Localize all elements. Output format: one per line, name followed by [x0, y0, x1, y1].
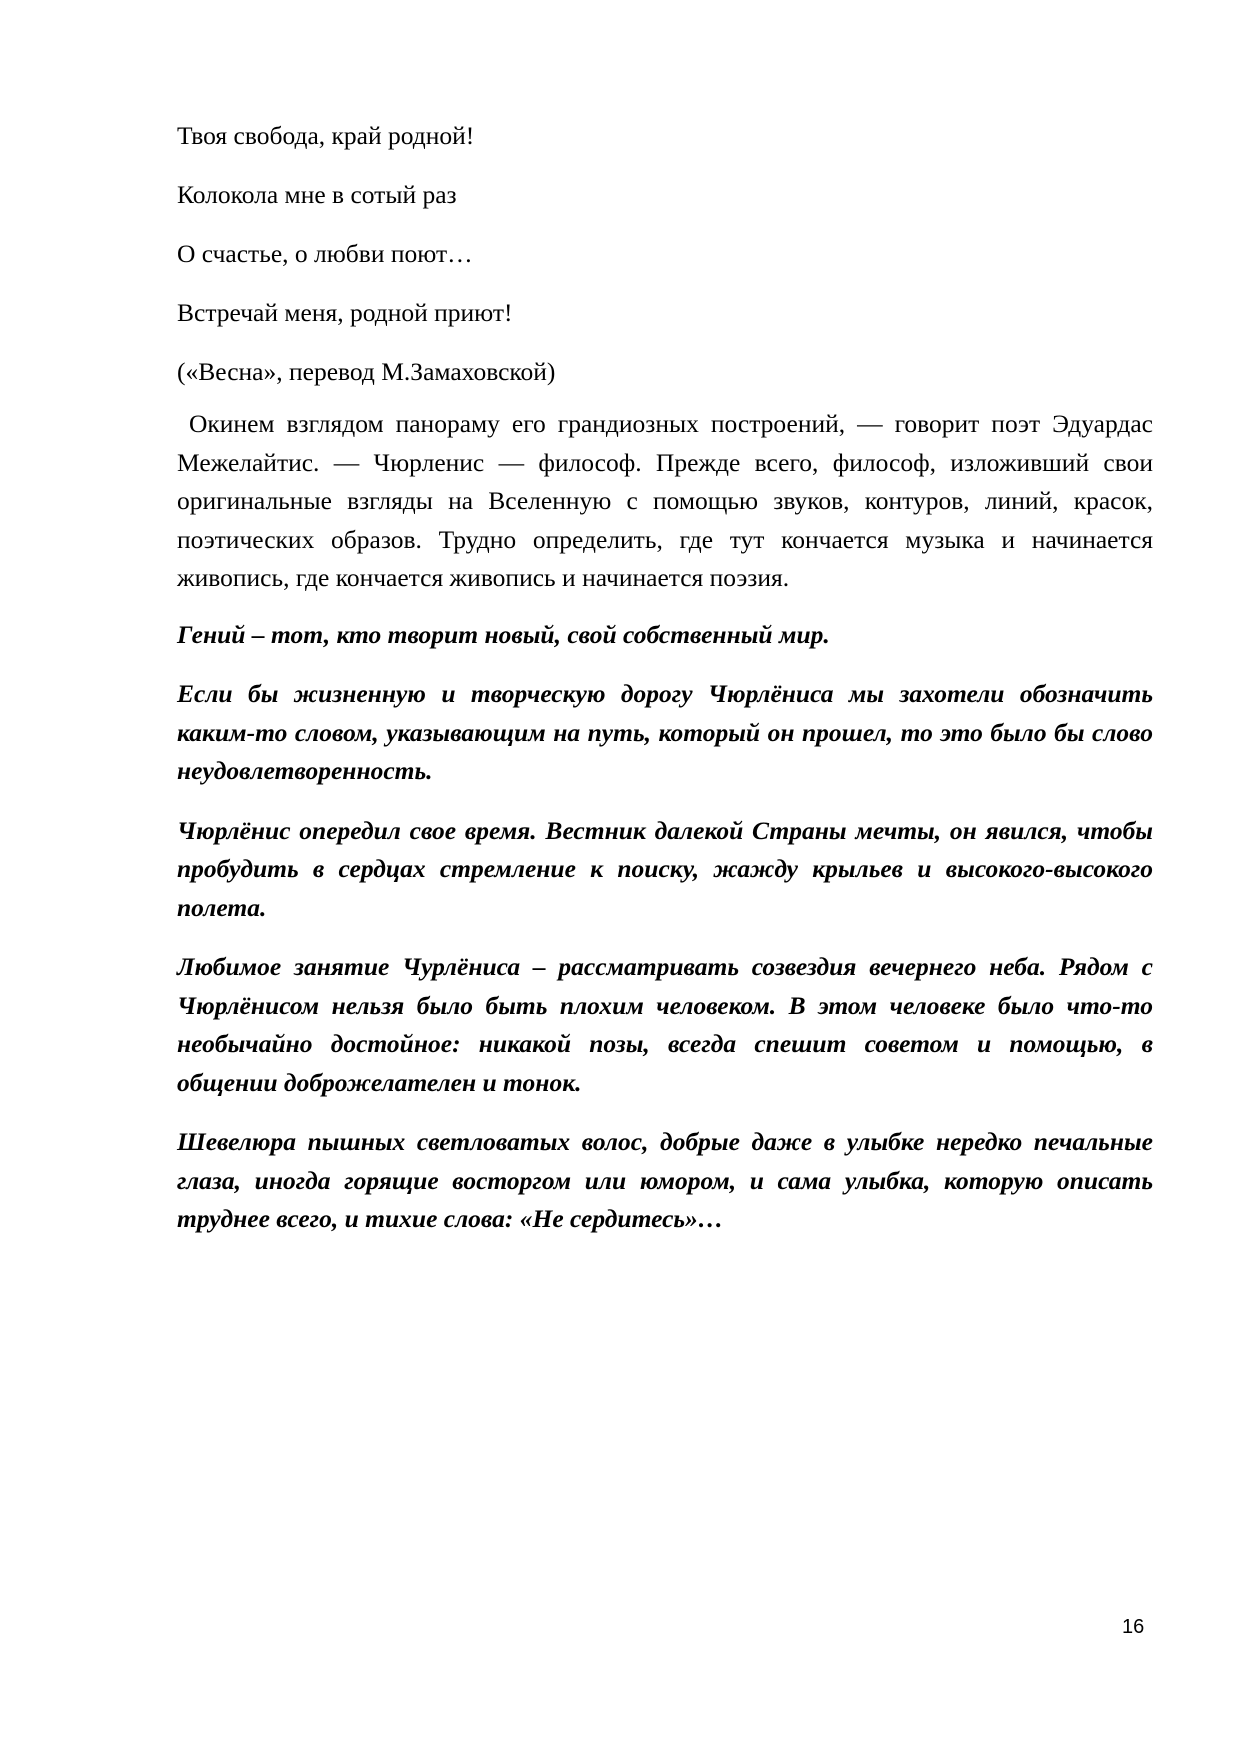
emphasis-paragraph: Если бы жизненную и творческую дорогу Чюрлёниса мы захотели обозначить каким-то словом, указывающим на путь, который он прошел, то это было бы слово неудовлетворенность. [177, 679, 1153, 785]
poem-line: Колокола мне в сотый раз [177, 180, 457, 209]
page-content [177, 117, 1153, 1260]
poem-line: Встречай меня, родной приют! [177, 298, 513, 327]
emphasis-paragraph: Чюрлёнис опередил свое время. Вестник далекой Страны мечты, он явился, чтобы пробудить в сердцах стремление к поиску, жажду крыльев и высокого-высокого полета. [177, 815, 1153, 922]
body-paragraph: Окинем взглядом панораму его грандиозных построений, — говорит поэт Эдуардас Межелайтис. — Чюрленис — философ. Прежде всего, философ, изложивший свои оригинальные взгляды на Вселенную с помощью звуков, контуров, линий, красок, поэтических образов. Трудно определить, где тут кончается музыка и начинается живопись, где кончается живопись и начинается поэзия. [177, 409, 1153, 592]
emphasis-paragraph: Шевелюра пышных светловатых волос, добрые даже в улыбке нередко печальные глаза, иногда горящие восторгом или юмором, и сама улыбка, которую описать труднее всего, и тихие слова: «Не сердитесь»… [177, 1127, 1153, 1233]
page-number: 16 [1122, 1616, 1145, 1638]
emphasis-paragraph: Гений – тот, кто творит новый, свой собственный мир. [177, 619, 830, 649]
poem-attribution: («Весна», перевод М.Замаховской) [177, 357, 556, 386]
poem-line: Твоя свобода, край родной! [177, 121, 475, 150]
emphasis-paragraph: Любимое занятие Чурлёниса – рассматривать созвездия вечернего неба. Рядом с Чюрлёнисом нельзя было быть плохим человеком. В этом человеке было что-то необычайно достойное: никакой позы, всегда спешит советом и помощью, в общении доброжелателен и тонок. [177, 952, 1153, 1097]
poem-line: О счастье, о любви поют… [177, 239, 473, 268]
